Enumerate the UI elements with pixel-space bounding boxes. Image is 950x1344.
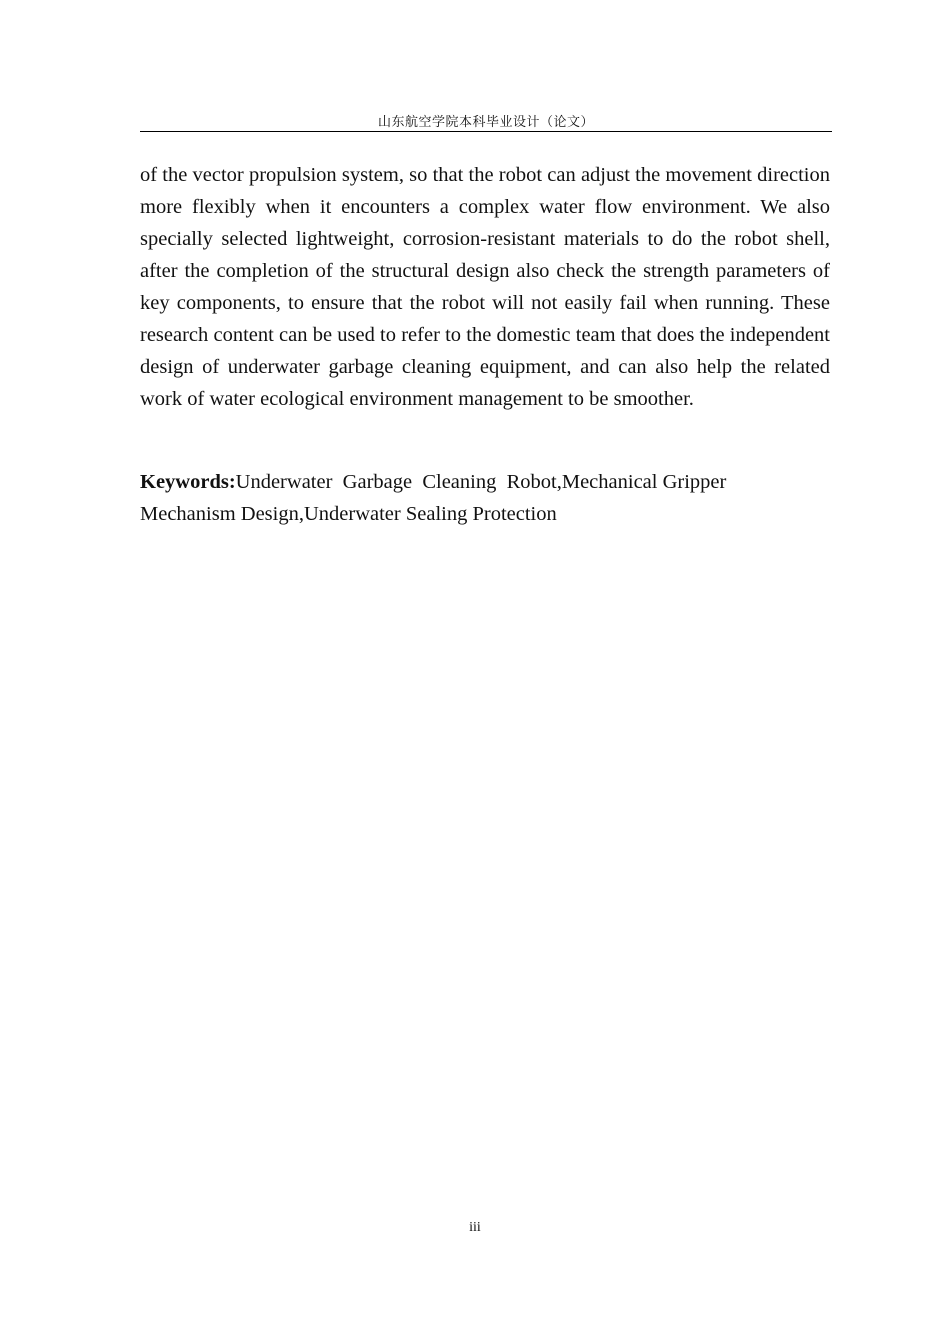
page-number: iii [469, 1220, 481, 1235]
keywords-line-1 [140, 466, 830, 498]
keywords-label: Keywords: [140, 471, 236, 493]
page-header [140, 112, 832, 132]
keywords-text-1: Underwater Garbage Cleaning Robot,Mechanical Gripper [235, 471, 727, 493]
abstract-paragraph: of the vector propulsion system, so that the robot can adjust the movement direction more flexibly when it encounters a complex water flow environment. We also specially selected lightweight, corrosion-resistant materials to do the robot shell, after the completion of the structural design also check the strength parameters of key components, to ensure that the robot will not easily fail when running. These research content can be used to refer to the domestic team that does the independent design of underwater garbage cleaning equipment, and can also help the related work of water ecological environment management to be smoother. [140, 164, 830, 410]
header-title: 山东航空学院本科毕业设计（论文） [377, 114, 594, 129]
keywords-text-2: Mechanism Design,Underwater Sealing Protection [140, 503, 557, 525]
keywords-section [140, 466, 830, 530]
